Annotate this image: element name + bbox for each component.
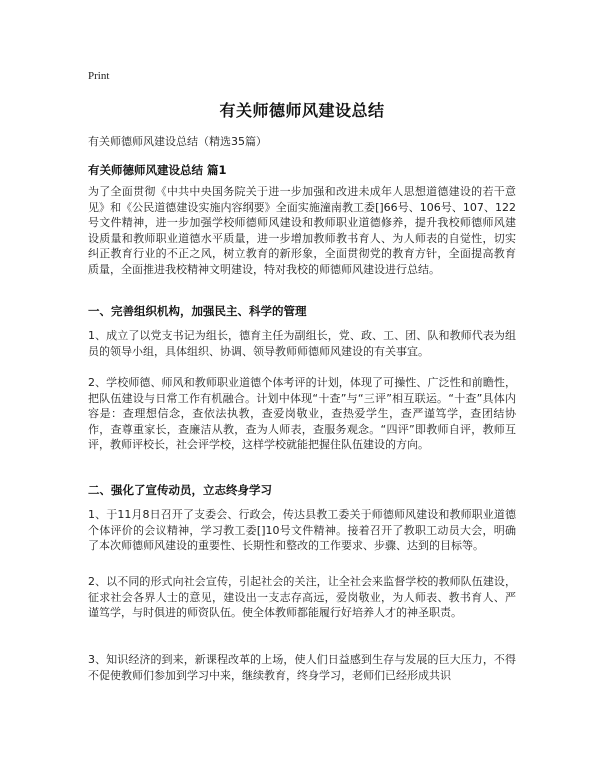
print-label[interactable]: Print bbox=[88, 70, 110, 82]
section-1-paragraph-1: 1、成立了以党支书记为组长，德育主任为副组长，党、政、工、团、队和教师代表为组员的领导小组，具体组织、协调、领导教师师德师风建设的有关事宜。 bbox=[88, 329, 516, 358]
document-subtitle: 有关师德师风建设总结（精选35篇） bbox=[88, 135, 267, 148]
section-2-paragraph-2: 2、以不同的形式向社会宣传，引起社会的关注，让全社会来监督学校的教师队伍建设，征求社会各界人士的意见，建设出一支志存高远，爱岗敬业，为人师表、教书育人、严谨笃学，与时俱进的师资队伍。使全体教师都能履行好培养人才的神圣职责。 bbox=[88, 575, 516, 620]
section-heading-1: 一、完善组织机构，加强民主、科学的管理 bbox=[88, 304, 307, 318]
section-heading-2: 二、强化了宣传动员，立志终身学习 bbox=[88, 483, 272, 497]
section-1-paragraph-2: 2、学校师德、师风和教师职业道德个体考评的计划，体现了可操性、广泛性和前瞻性，把队伍建设与日常工作有机融合。计划中体现“十查”与“三评”相互联运。“十查”具体内容是：查理想信念，查依法执教，查爱岗敬业，查热爱学生，查严谨笃学，查团结协作，查尊重家长，查廉洁从教，查为人师表，查服务观念。“四评”即教师自评，教师互评，教师评校长，社会评学校，这样学校就能把握住队伍建设的方向。 bbox=[88, 376, 516, 452]
document-title: 有关师德师风建设总结 bbox=[219, 101, 385, 120]
article-heading: 有关师德师风建设总结 篇1 bbox=[88, 163, 227, 177]
section-2-paragraph-1: 1、于11月8日召开了支委会、行政会，传达县教工委关于师德师风建设和教师职业道德个体评价的会议精神，学习教工委[]10号文件精神。接着召开了教职工动员大会，明确了本次师德师风建设的重要性、长期性和整改的工作要求、步骤、达到的目标等。 bbox=[88, 508, 516, 553]
intro-paragraph: 为了全面贯彻《中共中央国务院关于进一步加强和改进未成年人思想道德建设的若干意见》和《公民道德建设实施内容纲要》全面实施潼南教工委[]66号、106号、107、122号文件精神，进一步加强学校师德师风建设和教师职业道德修养，提升我校师德师风建设质量和教师职业道德水平质量，进一步增加教师教书育人、为人师表的自觉性，切实纠正教育行业的不正之风，树立教育的新形象，全面贯彻党的教育方针，全面提高教育质量，全面推进我校精神文明建设，特对我校的师德师风建设进行总结。 bbox=[88, 185, 516, 276]
section-2-paragraph-3: 3、知识经济的到来，新课程改革的上场，使人们日益感到生存与发展的巨大压力，不得不促使教师们参加到学习中来，继续教育，终身学习，老师们已经形成共识 bbox=[88, 653, 516, 682]
